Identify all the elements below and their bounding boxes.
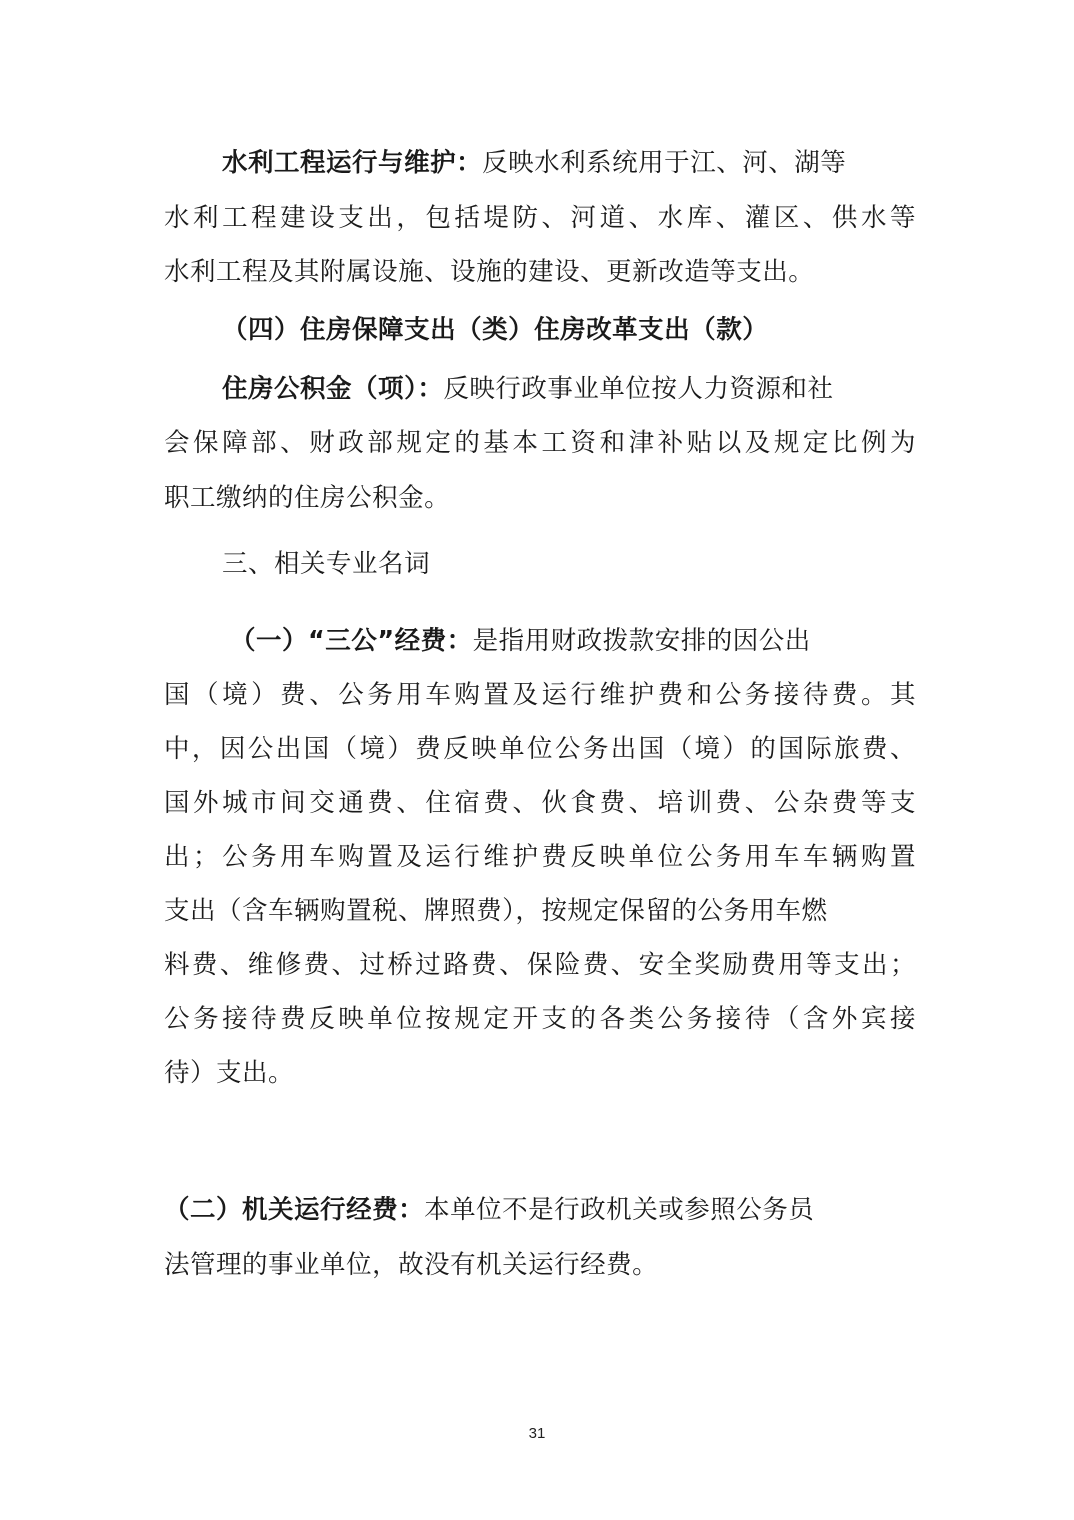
three-public-line-7: 料费、维修费、过桥过路费、保险费、安全奖励费用等支出； xyxy=(164,950,916,980)
agency-operation-text: 本单位不是行政机关或参照公务员 xyxy=(424,1195,815,1225)
three-public-line-1 xyxy=(230,624,916,658)
water-conservancy-label: 水利工程运行与维护： xyxy=(222,148,483,178)
three-public-line-3: 中，因公出国（境）费反映单位公务出国（境）的国际旅费、 xyxy=(164,734,916,764)
housing-fund-line-1 xyxy=(222,372,916,406)
housing-heading: （四）住房保障支出（类）住房改革支出（款） xyxy=(222,315,769,345)
water-conservancy-line-2: 水利工程建设支出，包括堤防、河道、水库、灌区、供水等 xyxy=(164,203,916,233)
three-public-line-8: 公务接待费反映单位按规定开支的各类公务接待（含外宾接 xyxy=(164,1004,916,1034)
housing-fund-text: 反映行政事业单位按人力资源和社 xyxy=(443,374,834,404)
three-public-line-5: 出；公务用车购置及运行维护费反映单位公务用车车辆购置 xyxy=(164,842,916,872)
three-public-line-9: 待）支出。 xyxy=(164,1058,295,1088)
three-public-label: （一）“三公”经费： xyxy=(230,626,473,656)
agency-operation-line-1 xyxy=(164,1193,916,1227)
water-conservancy-line-3: 水利工程及其附属设施、设施的建设、更新改造等支出。 xyxy=(164,257,815,287)
three-public-line-2: 国（境）费、公务用车购置及运行维护费和公务接待费。其 xyxy=(164,680,916,710)
three-public-line-6: 支出（含车辆购置税、牌照费），按规定保留的公务用车燃 xyxy=(164,896,828,926)
agency-operation-line-2: 法管理的事业单位，故没有机关运行经费。 xyxy=(164,1250,659,1280)
housing-fund-label: 住房公积金（项）： xyxy=(222,374,444,404)
three-public-line-4: 国外城市间交通费、住宿费、伙食费、培训费、公杂费等支 xyxy=(164,788,916,818)
water-conservancy-text: 反映水利系统用于江、河、湖等 xyxy=(482,148,847,178)
housing-fund-line-2: 会保障部、财政部规定的基本工资和津补贴以及规定比例为 xyxy=(164,428,916,458)
three-public-text: 是指用财政拨款安排的因公出 xyxy=(472,626,811,656)
housing-fund-line-3: 职工缴纳的住房公积金。 xyxy=(164,483,451,513)
water-conservancy-line-1 xyxy=(222,146,916,180)
page-number: 31 xyxy=(528,1425,546,1442)
agency-operation-label: （二）机关运行经费： xyxy=(164,1195,425,1225)
section-three-heading: 三、相关专业名词 xyxy=(222,549,431,579)
